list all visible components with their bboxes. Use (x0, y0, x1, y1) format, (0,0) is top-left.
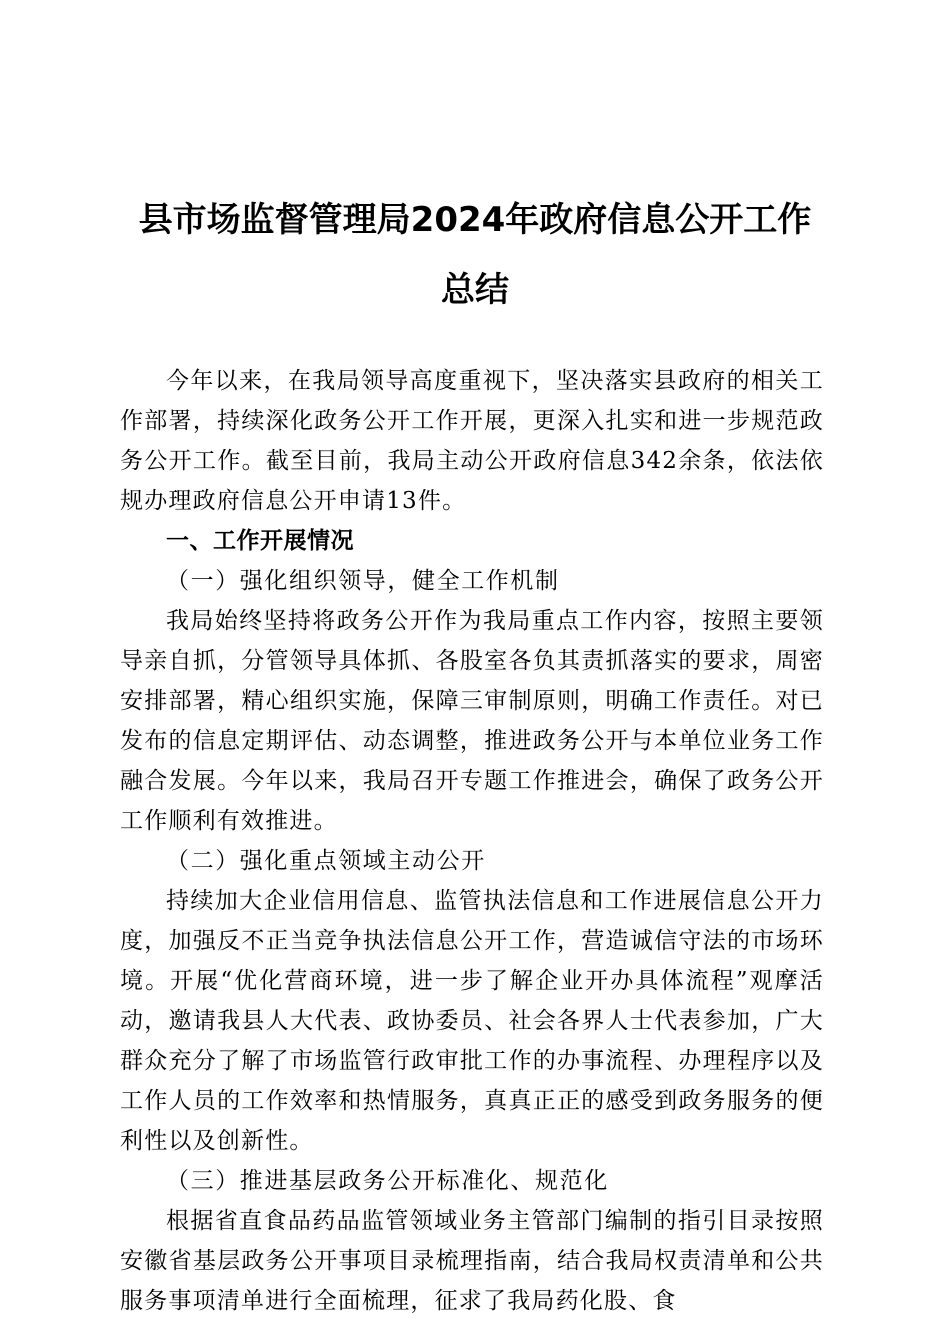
subsection-paragraph-standardization: 根据省直食品药品监管领域业务主管部门编制的指引目录按照安徽省基层政务公开事项目录梳理指南，结合我局权责清单和公共服务事项清单进行全面梳理，征求了我局药化股、食 (120, 1208, 824, 1314)
subsection-paragraph-organization: 我局始终坚持将政务公开作为我局重点工作内容，按照主要领导亲自抓，分管领导具体抓、各股室各负其责抓落实的要求，周密安排部署，精心组织实施，保障三审制原则，明确工作责任。对已发布的信息定期评估、动态调整，推进政务公开与本单位业务工作融合发展。今年以来，我局召开专题工作推进会，确保了政务公开工作顺利有效推进。 (120, 608, 824, 834)
subsection-heading-organization: （一）强化组织领导，健全工作机制 (166, 568, 560, 594)
section-heading-work-status: 一、工作开展情况 (166, 528, 354, 554)
document-title-line2: 总结 (441, 270, 509, 310)
intro-paragraph: 今年以来，在我局领导高度重视下，坚决落实县政府的相关工作部署，持续深化政务公开工作开展，更深入扎实和进一步规范政务公开工作。截至目前，我局主动公开政府信息342余条，依法依规办理政府信息公开申请13件。 (120, 368, 824, 514)
document-body (120, 361, 824, 1321)
document-title-line1: 县市场监督管理局2024年政府信息公开工作 (138, 200, 812, 240)
subsection-heading-standardization: （三）推进基层政务公开标准化、规范化 (166, 1168, 609, 1194)
subsection-heading-key-areas: （二）强化重点领域主动公开 (166, 848, 486, 874)
subsection-paragraph-key-areas: 持续加大企业信用信息、监管执法信息和工作进展信息公开力度，加强反不正当竞争执法信息公开工作，营造诚信守法的市场环境。开展“优化营商环境，进一步了解企业开办具体流程”观摩活动，邀请我县人大代表、政协委员、社会各界人士代表参加，广大群众充分了解了市场监管行政审批工作的办事流程、办理程序以及工作人员的工作效率和热情服务，真真正正的感受到政务服务的便利性以及创新性。 (120, 888, 824, 1154)
